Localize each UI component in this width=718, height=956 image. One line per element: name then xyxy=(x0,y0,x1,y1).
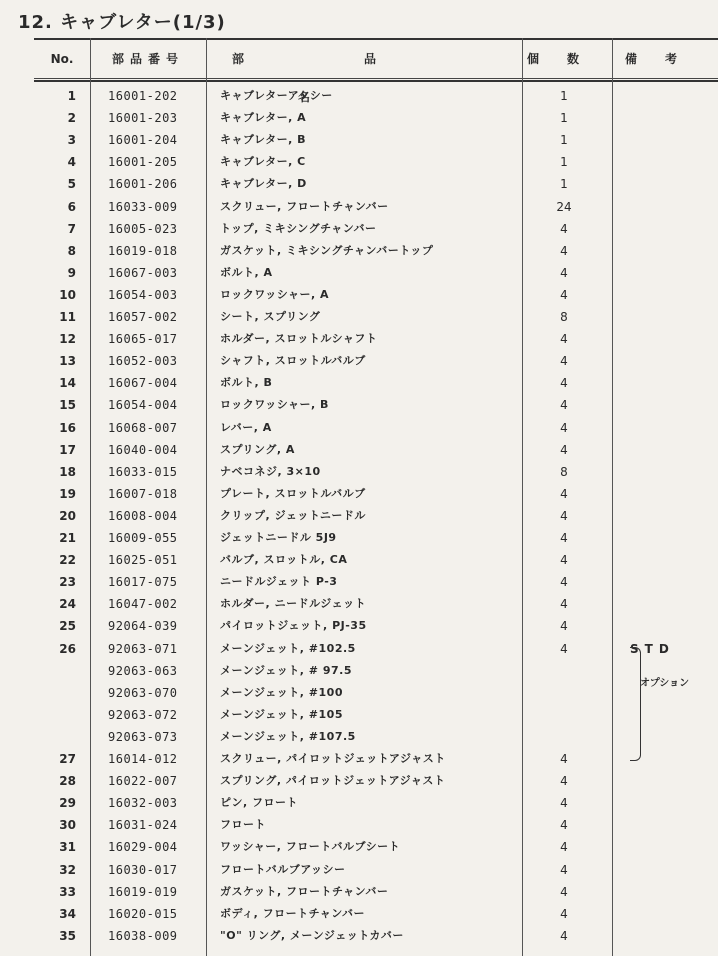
row-number: 2 xyxy=(67,111,76,126)
table-row xyxy=(34,770,718,792)
remarks: STD xyxy=(630,641,675,656)
table-row xyxy=(34,196,718,218)
row-number: 33 xyxy=(59,884,76,899)
row-number: 32 xyxy=(59,862,76,877)
part-name: パイロットジェット, PJ-35 xyxy=(220,619,367,633)
part-number: 16001-205 xyxy=(108,155,178,170)
row-number: 29 xyxy=(59,796,76,811)
row-number: 3 xyxy=(67,133,76,148)
quantity: 4 xyxy=(560,442,568,457)
table-row xyxy=(34,151,718,173)
part-number: 16007-018 xyxy=(108,486,178,501)
table-row xyxy=(34,218,718,240)
table-row xyxy=(34,483,718,505)
part-name: ボルト, A xyxy=(220,265,273,279)
part-number: 16001-204 xyxy=(108,133,178,148)
part-name: スプリング, A xyxy=(220,442,295,456)
part-number: 16067-004 xyxy=(108,376,178,391)
part-number: 92063-072 xyxy=(108,707,178,722)
table-row xyxy=(34,748,718,770)
row-number: 20 xyxy=(59,508,76,523)
quantity: 4 xyxy=(560,884,568,899)
table-row xyxy=(34,461,718,483)
row-number: 28 xyxy=(59,774,76,789)
part-number: 16067-003 xyxy=(108,265,178,280)
part-name: ワッシャー, フロートバルブシート xyxy=(220,840,401,854)
part-number: 16009-055 xyxy=(108,531,178,545)
part-name: キャブレター, A xyxy=(220,111,307,125)
header-part-number: 部品番号 xyxy=(111,52,184,66)
quantity: 4 xyxy=(560,840,568,855)
row-number: 1 xyxy=(67,89,76,103)
option-label: オプション xyxy=(640,678,690,689)
part-number: 16054-004 xyxy=(108,398,178,413)
part-number: 16014-012 xyxy=(108,752,178,766)
quantity: 1 xyxy=(560,133,568,148)
table-row xyxy=(34,881,718,903)
table-row xyxy=(34,638,718,660)
quantity: 4 xyxy=(560,221,568,236)
quantity: 8 xyxy=(560,464,568,479)
part-number: 16033-015 xyxy=(108,464,178,479)
row-number: 15 xyxy=(59,398,76,413)
part-number: 16025-051 xyxy=(108,553,178,568)
header-remarks: 備考 xyxy=(624,52,705,66)
part-name: ジェットニードル 5J9 xyxy=(220,531,337,544)
quantity: 8 xyxy=(560,310,568,324)
row-number: 22 xyxy=(59,553,76,568)
quantity: 1 xyxy=(560,155,568,170)
quantity: 4 xyxy=(560,486,568,501)
quantity: 4 xyxy=(560,420,568,435)
part-name: メーンジェット, # 97.5 xyxy=(220,663,352,677)
table-row xyxy=(34,173,718,195)
table-row xyxy=(34,792,718,814)
table-row xyxy=(34,682,718,704)
row-number: 18 xyxy=(59,464,76,479)
table-row xyxy=(34,660,718,682)
row-number: 6 xyxy=(67,199,76,214)
quantity: 4 xyxy=(560,354,568,369)
part-number: 16057-002 xyxy=(108,310,178,324)
quantity: 4 xyxy=(560,508,568,523)
quantity: 4 xyxy=(560,619,568,634)
quantity: 4 xyxy=(560,531,568,545)
table-row xyxy=(34,129,718,151)
table-row xyxy=(34,726,718,748)
table-row xyxy=(34,593,718,615)
part-name: キャブレター, B xyxy=(220,133,307,147)
part-number: 16068-007 xyxy=(108,420,178,435)
table-row xyxy=(34,262,718,284)
part-number: 16047-002 xyxy=(108,597,178,612)
table-row xyxy=(34,859,718,881)
quantity: 4 xyxy=(560,928,568,943)
table-row xyxy=(34,615,718,637)
row-number: 13 xyxy=(59,354,76,369)
quantity: 4 xyxy=(560,287,568,302)
part-number: 16031-024 xyxy=(108,818,178,833)
part-name: キャブレター, C xyxy=(220,155,306,169)
row-number: 21 xyxy=(59,531,76,545)
part-name: ロックワッシャー, A xyxy=(220,287,330,301)
part-number: 16054-003 xyxy=(108,287,178,302)
table-row xyxy=(34,814,718,836)
table-row xyxy=(34,903,718,925)
header-part-name: 部品名 xyxy=(231,52,496,104)
header-no: No. xyxy=(50,52,74,66)
quantity: 24 xyxy=(556,199,572,214)
row-number: 17 xyxy=(59,442,76,457)
row-number: 14 xyxy=(59,376,76,391)
row-number: 10 xyxy=(59,287,76,302)
part-name: レバー, A xyxy=(220,420,272,434)
part-name: ニードルジェット P-3 xyxy=(220,575,338,589)
table-row xyxy=(34,925,718,947)
part-name: フロート xyxy=(220,818,266,832)
part-number: 16008-004 xyxy=(108,508,178,523)
row-number: 19 xyxy=(59,486,76,501)
part-name: ガスケット, ミキシングチャンバートップ xyxy=(220,243,434,257)
part-name: シャフト, スロットルバルブ xyxy=(220,354,366,368)
row-number: 31 xyxy=(59,840,76,855)
table-row xyxy=(34,372,718,394)
row-number: 34 xyxy=(59,906,76,921)
part-name: フロートバルブアッシー xyxy=(220,862,346,876)
part-name: ホルダー, スロットルシャフト xyxy=(220,332,378,346)
row-number: 27 xyxy=(59,752,76,766)
part-number: 92064-039 xyxy=(108,619,178,634)
table-row xyxy=(34,328,718,350)
quantity: 4 xyxy=(560,265,568,280)
part-name: プレート, スロットルバルブ xyxy=(220,486,366,500)
quantity: 4 xyxy=(560,774,568,789)
part-name: バルブ, スロットル, CA xyxy=(220,553,348,567)
part-number: 16017-075 xyxy=(108,575,178,590)
part-number: 16001-206 xyxy=(108,177,178,192)
row-number: 26 xyxy=(59,641,76,656)
part-number: 16040-004 xyxy=(108,442,178,457)
table-row xyxy=(34,284,718,306)
part-number: 16052-003 xyxy=(108,354,178,369)
quantity: 4 xyxy=(560,641,568,656)
table-row xyxy=(34,417,718,439)
part-number: 16001-203 xyxy=(108,111,178,126)
quantity: 1 xyxy=(560,177,568,192)
row-number: 11 xyxy=(59,310,76,324)
part-name: トップ, ミキシングチャンバー xyxy=(220,221,377,235)
row-number: 5 xyxy=(67,177,76,192)
part-name: スクリュー, パイロットジェットアジャスト xyxy=(220,752,446,765)
quantity: 4 xyxy=(560,398,568,413)
part-number: 16019-018 xyxy=(108,243,178,258)
quantity: 4 xyxy=(560,243,568,258)
part-number: 16029-004 xyxy=(108,840,178,855)
part-name: ロックワッシャー, B xyxy=(220,398,329,412)
table-row xyxy=(34,505,718,527)
quantity: 1 xyxy=(560,89,568,103)
table-row xyxy=(34,350,718,372)
quantity: 4 xyxy=(560,332,568,347)
row-number: 25 xyxy=(59,619,76,634)
part-number: 16005-023 xyxy=(108,221,178,236)
row-number: 35 xyxy=(59,928,76,943)
part-name: キャブレターアッシー xyxy=(220,89,333,102)
part-number: 92063-070 xyxy=(108,685,178,700)
row-number: 12 xyxy=(59,332,76,347)
table-row xyxy=(34,439,718,461)
row-number: 16 xyxy=(59,420,76,435)
row-number: 8 xyxy=(67,243,76,258)
quantity: 4 xyxy=(560,376,568,391)
table-row xyxy=(34,107,718,129)
row-number: 30 xyxy=(59,818,76,833)
quantity: 4 xyxy=(560,818,568,833)
part-number: 16019-019 xyxy=(108,884,178,899)
quantity: 4 xyxy=(560,553,568,568)
part-name: メーンジェット, #105 xyxy=(220,707,343,721)
part-name: ボディ, フロートチャンバー xyxy=(220,906,366,920)
part-number: 16032-003 xyxy=(108,796,178,811)
part-number: 16022-007 xyxy=(108,774,178,789)
part-name: スプリング, パイロットジェットアジャスト xyxy=(220,774,446,788)
row-number: 23 xyxy=(59,575,76,590)
quantity: 4 xyxy=(560,597,568,612)
option-brace xyxy=(630,647,641,761)
part-name: ホルダー, ニードルジェット xyxy=(220,597,367,611)
part-number: 16001-202 xyxy=(108,89,178,103)
table-row xyxy=(34,394,718,416)
part-name: "O" リング, メーンジェットカバー xyxy=(220,928,404,942)
quantity: 1 xyxy=(560,111,568,126)
part-name: シート, スプリング xyxy=(220,310,321,323)
part-name: ナベコネジ, 3×10 xyxy=(220,464,321,478)
row-number: 4 xyxy=(67,155,76,170)
quantity: 4 xyxy=(560,752,568,766)
table-row xyxy=(34,836,718,858)
part-name: クリップ, ジェットニードル xyxy=(220,508,366,522)
table-row xyxy=(34,571,718,593)
page-title: 12. キャブレター(1/3) xyxy=(18,12,226,33)
quantity: 4 xyxy=(560,575,568,590)
part-number: 16030-017 xyxy=(108,862,178,877)
part-name: ガスケット, フロートチャンバー xyxy=(220,884,389,898)
part-name: メーンジェット, #107.5 xyxy=(220,729,356,743)
parts-table xyxy=(34,38,718,956)
header-quantity: 個数 xyxy=(526,52,607,66)
table-row xyxy=(34,240,718,262)
part-number: 16038-009 xyxy=(108,928,178,943)
part-name: メーンジェット, #100 xyxy=(220,685,343,699)
part-number: 16033-009 xyxy=(108,199,178,214)
part-name: メーンジェット, #102.5 xyxy=(220,641,356,655)
table-row xyxy=(34,527,718,549)
part-number: 92063-071 xyxy=(108,641,178,656)
part-number: 16065-017 xyxy=(108,332,178,347)
quantity: 4 xyxy=(560,796,568,811)
table-row xyxy=(34,704,718,726)
part-number: 92063-073 xyxy=(108,729,178,744)
part-name: キャブレター, D xyxy=(220,177,307,191)
part-name: ボルト, B xyxy=(220,376,273,390)
row-number: 24 xyxy=(59,597,76,612)
table-row xyxy=(34,85,718,107)
table-row xyxy=(34,549,718,571)
quantity: 4 xyxy=(560,906,568,921)
quantity: 4 xyxy=(560,862,568,877)
table-row xyxy=(34,306,718,328)
row-number: 9 xyxy=(67,265,76,280)
part-name: スクリュー, フロートチャンバー xyxy=(220,199,389,213)
row-number: 7 xyxy=(67,221,76,236)
part-number: 16020-015 xyxy=(108,906,178,921)
part-number: 92063-063 xyxy=(108,663,178,678)
part-name: ピン, フロート xyxy=(220,796,299,810)
